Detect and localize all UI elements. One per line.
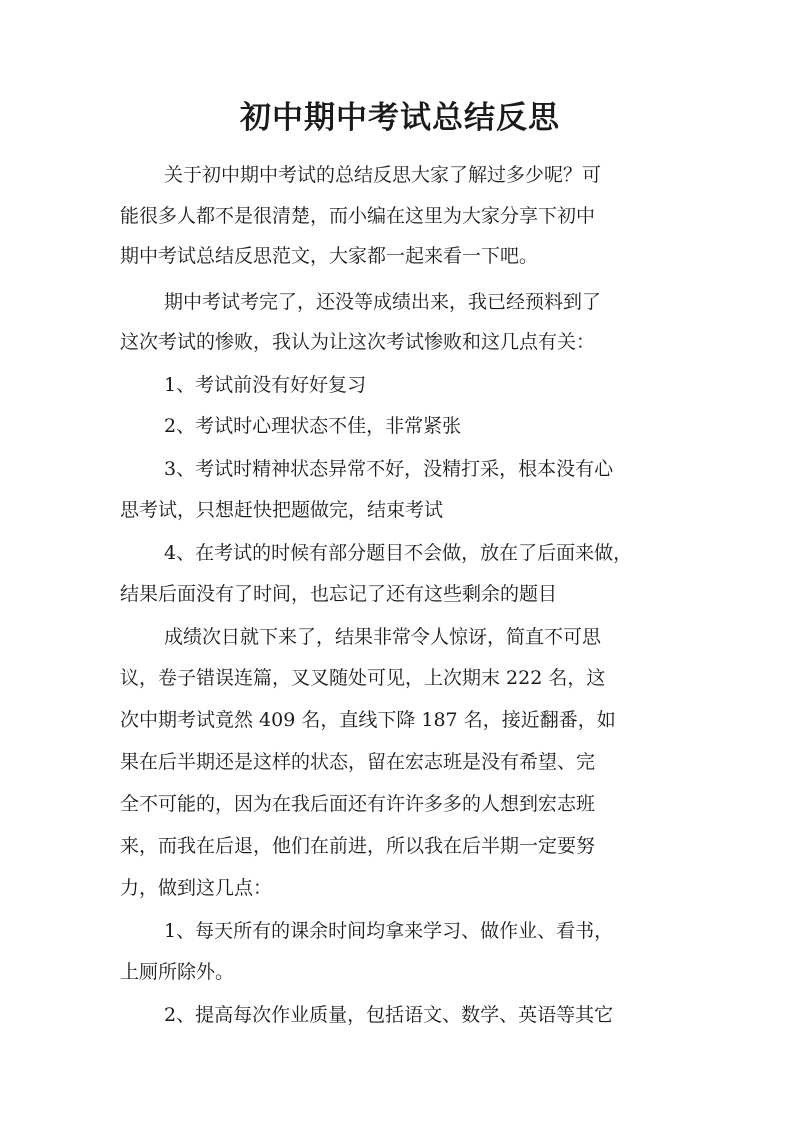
list-item: 1、考试前没有好好复习 — [164, 374, 367, 396]
paragraph-line: 次中期考试竟然 409 名，直线下降 187 名，接近翻番，如 — [120, 709, 616, 731]
paragraph-line: 来，而我在后退，他们在前进，所以我在后半期一定要努 — [120, 835, 596, 857]
document-title: 初中期中考试总结反思 — [240, 100, 560, 136]
paragraph-line: 关于初中期中考试的总结反思大家了解过多少呢？可 — [164, 164, 602, 186]
list-item: 3、考试时精神状态异常不好，没精打采，根本没有心 — [164, 458, 614, 480]
paragraph-line: 这次考试的惨败，我认为让这次考试惨败和这几点有关： — [120, 331, 596, 353]
paragraph-line: 成绩次日就下来了，结果非常令人惊讶，简直不可思 — [164, 626, 602, 648]
paragraph-line: 能很多人都不是很清楚，而小编在这里为大家分享下初中 — [120, 205, 596, 227]
paragraph-line: 期中考试考完了，还没等成绩出来，我已经预料到了 — [164, 291, 602, 313]
paragraph-line: 全不可能的，因为在我后面还有许许多多的人想到宏志班 — [120, 793, 596, 815]
list-item: 1、每天所有的课余时间均拿来学习、做作业、看书， — [164, 920, 614, 942]
paragraph-line: 力，做到这几点： — [120, 877, 273, 899]
paragraph-line: 期中考试总结反思范文，大家都一起来看一下吧。 — [120, 245, 539, 267]
paragraph-line: 结果后面没有了时间，也忘记了还有这些剩余的题目 — [120, 583, 558, 605]
paragraph-line: 议，卷子错误连篇，叉叉随处可见，上次期末 222 名，这 — [120, 667, 606, 689]
list-item: 2、提高每次作业质量，包括语文、数学、英语等其它 — [164, 1004, 614, 1026]
paragraph-line: 果在后半期还是这样的状态，留在宏志班是没有希望、完 — [120, 751, 596, 773]
list-item: 2、考试时心理状态不佳，非常紧张 — [164, 415, 462, 437]
list-item: 4、在考试的时候有部分题目不会做，放在了后面来做， — [164, 542, 633, 564]
paragraph-line: 思考试，只想赶快把题做完，结束考试 — [120, 499, 444, 521]
paragraph-line: 上厕所除外。 — [120, 961, 235, 983]
